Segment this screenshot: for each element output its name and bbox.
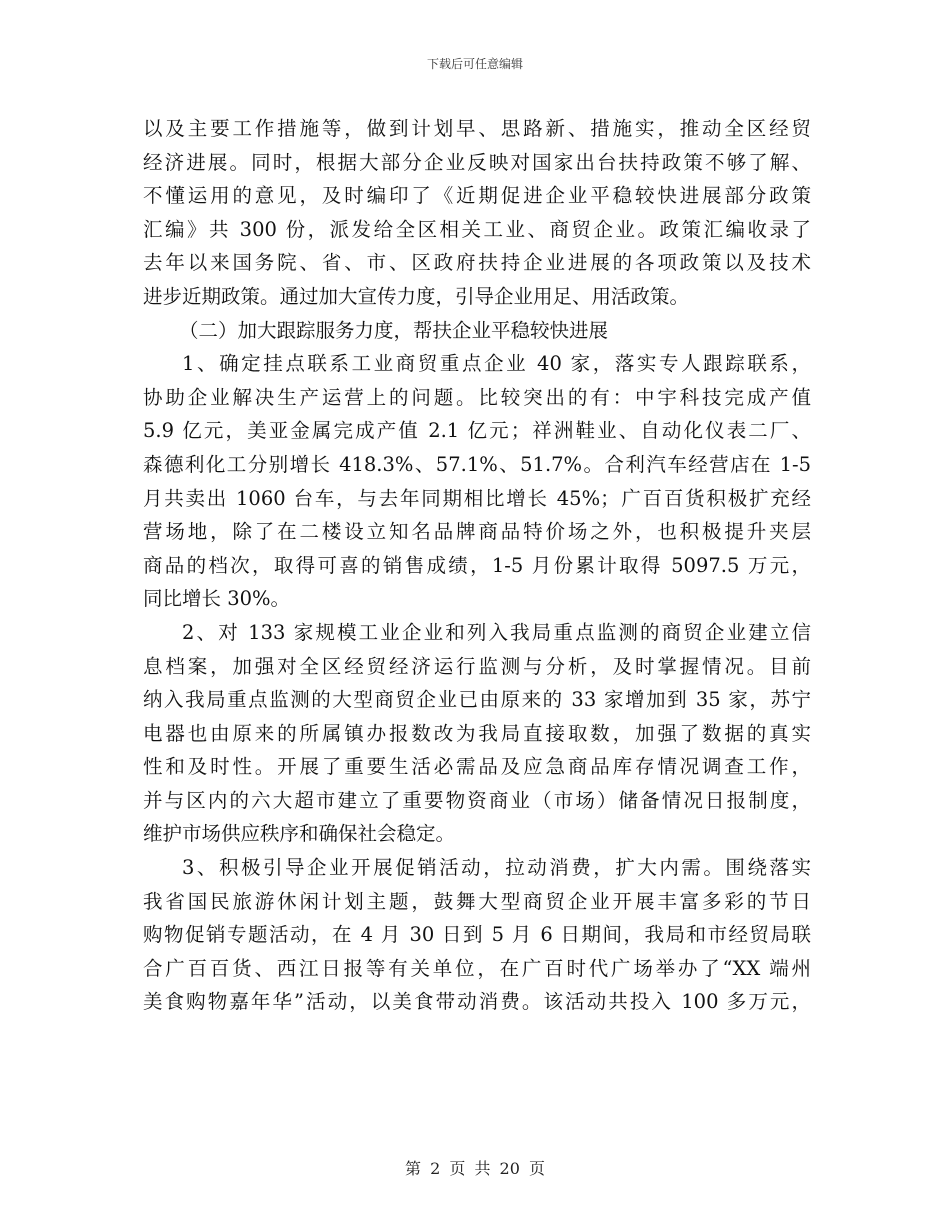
paragraph-line: 息档案，加强对全区经贸经济运行监测与分析，及时掌握情况。目前 [143,654,811,678]
paragraph-line: 协助企业解决生产运营上的问题。比较突出的有：中宇科技完成产值 [143,385,811,409]
paragraph-line: 购物促销专题活动，在 4 月 30 日到 5 月 6 日期间，我局和市经贸局联 [143,923,811,947]
paragraph-line: 性和及时性。开展了重要生活必需品及应急商品库存情况调查工作， [143,755,811,779]
page-header: 下载后可任意编辑 [426,57,523,71]
paragraph-line: 合广百百货、西江日报等有关单位，在广百时代广场举办了“XX 端州 [143,956,811,980]
paragraph-line: 同比增长 30%。 [143,587,291,611]
paragraph-line: 营场地，除了在二楼设立知名品牌商品特价场之外，也积极提升夹层 [143,520,811,544]
paragraph-line: 我省国民旅游休闲计划主题，鼓舞大型商贸企业开展丰富多彩的节日 [143,889,811,913]
paragraph-line: 月共卖出 1060 台车，与去年同期相比增长 45%；广百百货积极扩充经 [143,486,811,510]
paragraph-line: 去年以来国务院、省、市、区政府扶持企业进展的各项政策以及技术 [143,251,811,275]
paragraph-line: 美食购物嘉年华”活动，以美食带动消费。该活动共投入 100 多万元， [143,990,811,1014]
page-footer: 第 2 页 共 20 页 [405,1159,545,1178]
section-heading: （二）加大跟踪服务力度，帮扶企业平稳较快进展 [179,318,609,342]
document-body [143,112,811,1019]
paragraph-line: 不懂运用的意见，及时编印了《近期促进企业平稳较快进展部分政策 [143,184,811,208]
paragraph-line: 电器也由原来的所属镇办报数改为我局直接取数，加强了数据的真实 [143,721,811,745]
paragraph-line: 经济进展。同时，根据大部分企业反映对国家出台扶持政策不够了解、 [143,150,811,174]
paragraph-line: 进步近期政策。通过加大宣传力度，引导企业用足、用活政策。 [143,284,690,308]
paragraph-line: 2、对 133 家规模工业企业和列入我局重点监测的商贸企业建立信 [182,620,811,644]
paragraph-line: 以及主要工作措施等，做到计划早、思路新、措施实，推动全区经贸 [143,117,811,140]
paragraph-line: 5.9 亿元，美亚金属完成产值 2.1 亿元；祥洲鞋业、自动化仪表二厂、 [143,419,811,443]
paragraph-line: 并与区内的六大超市建立了重要物资商业（市场）储备情况日报制度， [143,788,811,812]
paragraph-line: 1、确定挂点联系工业商贸重点企业 40 家，落实专人跟踪联系， [182,352,811,376]
paragraph-line: 纳入我局重点监测的大型商贸企业已由原来的 33 家增加到 35 家，苏宁 [143,688,811,712]
paragraph-line: 3、积极引导企业开展促销活动，拉动消费，扩大内需。围绕落实 [182,856,811,880]
paragraph-line: 森德利化工分别增长 418.3%、57.1%、51.7%。合利汽车经营店在 1-5 [143,452,811,476]
paragraph-line: 汇编》共 300 份，派发给全区相关工业、商贸企业。政策汇编收录了 [143,217,811,241]
paragraph-line: 商品的档次，取得可喜的销售成绩，1-5 月份累计取得 5097.5 万元， [143,553,811,577]
paragraph-line: 维护市场供应秩序和确保社会稳定。 [143,822,456,846]
